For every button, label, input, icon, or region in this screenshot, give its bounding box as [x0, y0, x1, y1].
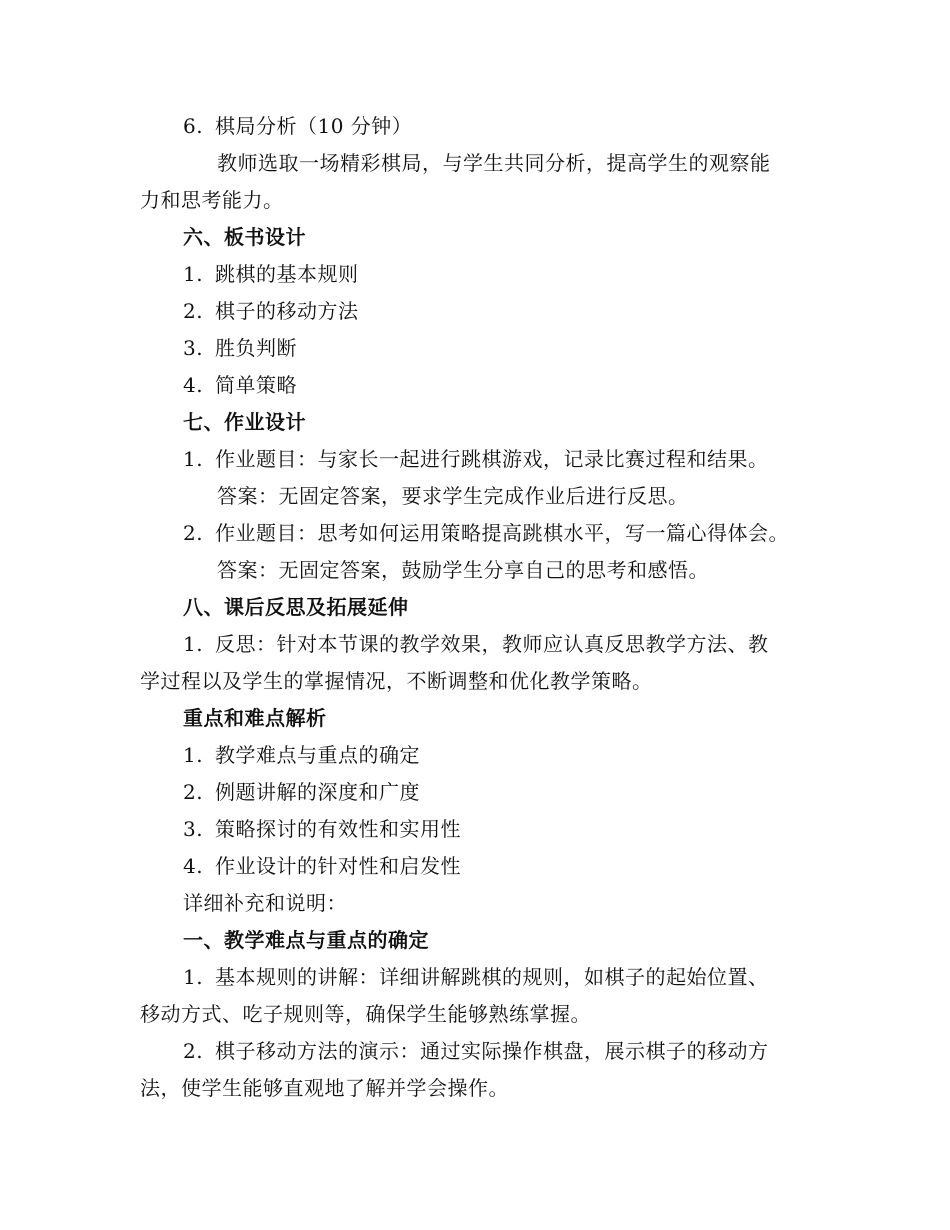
list-text: 基本规则的讲解：详细讲解跳棋的规则，如棋子的起始位置、 — [215, 965, 769, 989]
list-text: 反思：针对本节课的教学效果，教师应认真反思教学方法、教 — [215, 632, 769, 656]
list-number: 1. — [183, 632, 204, 656]
list-number: 6. — [183, 114, 204, 138]
paragraph-line: 移动方式、吃子规则等，确保学生能够熟练掌握。 — [140, 1002, 591, 1026]
list-item — [183, 519, 789, 547]
list-text: 棋子的移动方法 — [215, 299, 359, 323]
section-heading-key-points: 重点和难点解析 — [183, 706, 327, 730]
list-number: 4. — [183, 854, 204, 878]
list-text: 作业题目：与家长一起进行跳棋游戏，记录比赛过程和结果。 — [215, 447, 769, 471]
list-item — [183, 741, 420, 769]
list-item — [183, 1037, 769, 1065]
list-number: 3. — [183, 336, 204, 360]
list-item — [183, 778, 420, 806]
section-heading-detail-one: 一、教学难点与重点的确定 — [183, 928, 429, 952]
answer-line: 答案：无固定答案，鼓励学生分享自己的思考和感悟。 — [217, 558, 709, 582]
section-heading-homework: 七、作业设计 — [183, 410, 306, 434]
paragraph-line: 力和思考能力。 — [140, 188, 284, 212]
list-text: 简单策略 — [215, 373, 297, 397]
supplement-label: 详细补充和说明： — [183, 891, 347, 915]
section-heading-board-design: 六、板书设计 — [183, 225, 306, 249]
paragraph-line: 学过程以及学生的掌握情况，不断调整和优化教学策略。 — [140, 669, 653, 693]
list-number: 4. — [183, 373, 204, 397]
list-number: 1. — [183, 262, 204, 286]
list-item — [183, 815, 461, 843]
section-heading-reflection: 八、课后反思及拓展延伸 — [183, 595, 409, 619]
list-text: 作业题目：思考如何运用策略提高跳棋水平，写一篇心得体会。 — [215, 521, 789, 545]
list-item — [183, 963, 769, 991]
list-number: 3. — [183, 817, 204, 841]
list-text: 棋子移动方法的演示：通过实际操作棋盘，展示棋子的移动方 — [215, 1039, 769, 1063]
list-item-analysis — [183, 112, 412, 140]
list-number: 2. — [183, 1039, 204, 1063]
list-text: 作业设计的针对性和启发性 — [215, 854, 461, 878]
list-text: 跳棋的基本规则 — [215, 262, 359, 286]
list-number: 2. — [183, 780, 204, 804]
list-number: 1. — [183, 743, 204, 767]
list-item — [183, 630, 769, 658]
list-item — [183, 371, 297, 399]
list-item — [183, 852, 461, 880]
list-text: 棋局分析（10 分钟） — [215, 114, 413, 138]
list-text: 例题讲解的深度和广度 — [215, 780, 420, 804]
list-number: 2. — [183, 521, 204, 545]
paragraph-line: 法，使学生能够直观地了解并学会操作。 — [140, 1076, 509, 1100]
paragraph-line: 教师选取一场精彩棋局，与学生共同分析，提高学生的观察能 — [217, 151, 771, 175]
list-item — [183, 445, 769, 473]
list-number: 1. — [183, 965, 204, 989]
list-number: 2. — [183, 299, 204, 323]
list-item — [183, 260, 359, 288]
list-number: 1. — [183, 447, 204, 471]
list-item — [183, 297, 359, 325]
list-item — [183, 334, 297, 362]
list-text: 教学难点与重点的确定 — [215, 743, 420, 767]
list-text: 策略探讨的有效性和实用性 — [215, 817, 461, 841]
list-text: 胜负判断 — [215, 336, 297, 360]
answer-line: 答案：无固定答案，要求学生完成作业后进行反思。 — [217, 484, 689, 508]
